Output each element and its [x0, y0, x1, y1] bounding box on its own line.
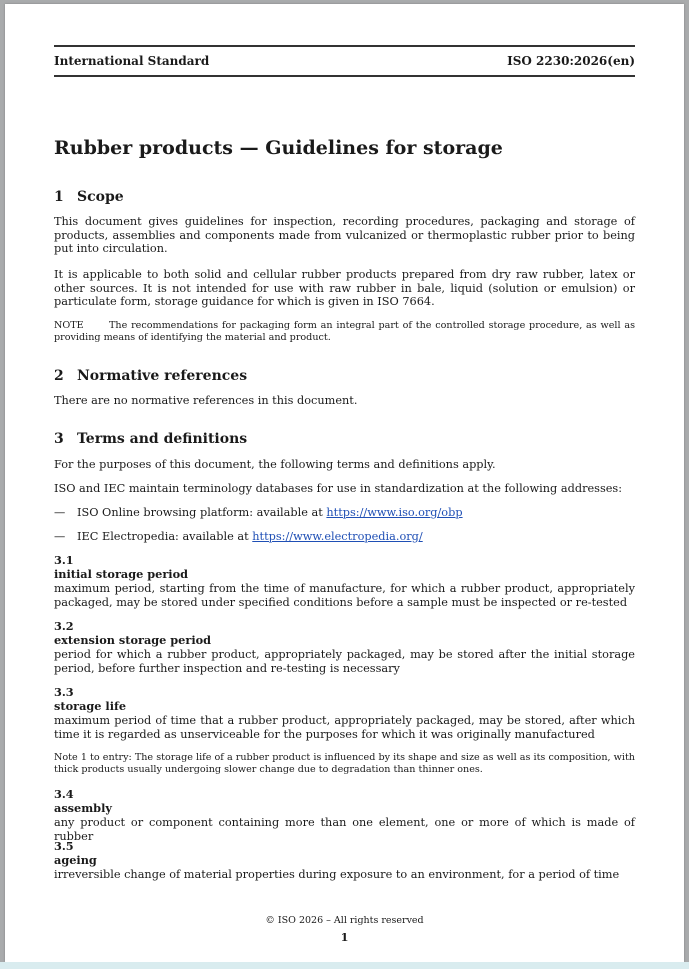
- term-name: storage life: [54, 699, 127, 713]
- viewer-bottom-strip: [0, 962, 689, 969]
- list-item-text: IEC Electropedia: available at: [77, 530, 253, 543]
- terms-paragraph-2: ISO and IEC maintain terminology databases for use in standardization at the following addresses:: [54, 482, 623, 495]
- document-title: Rubber products — Guidelines for storage: [54, 137, 503, 159]
- term-number: 3.4: [54, 787, 74, 801]
- term-note: Note 1 to entry: The storage life of a rubber product is influenced by its shape and size as well as its composition, with thick products usually undergoing slower change due to degradation than thinner ones.: [54, 752, 635, 775]
- header-document-type: International Standard: [54, 54, 210, 68]
- footer-copyright: © ISO 2026 – All rights reserved: [265, 915, 424, 926]
- scope-paragraph-2: It is applicable to both solid and cellular rubber products prepared from dry raw rubber, latex or other sources. It is not intended for use with raw rubber in bale, liquid (solution or emulsion) or particulate form, storage guidance for which is given in ISO 7664.: [54, 268, 635, 309]
- list-item-text: ISO Online browsing platform: available at: [77, 506, 327, 519]
- list-dash: —: [54, 530, 66, 543]
- page-number: 1: [340, 930, 349, 944]
- term-number: 3.1: [54, 553, 74, 567]
- section-heading-normative-references: [54, 367, 247, 385]
- scope-note: [54, 320, 635, 344]
- header-standard-number: ISO 2230:2026(en): [507, 54, 635, 68]
- electropedia-link[interactable]: https://www.electropedia.org/: [252, 530, 423, 543]
- term-definition: maximum period, starting from the time of manufacture, for which a rubber product, appropriately packaged, may be stored under specified conditions before a sample must be inspected or re-tested: [54, 582, 635, 609]
- list-dash: —: [54, 506, 66, 519]
- note-text: The recommendations for packaging form an integral part of the controlled storage procedure, as well as providing means of identifying the material and product.: [54, 320, 635, 343]
- term-number: 3.3: [54, 685, 74, 699]
- iso-obp-link[interactable]: https://www.iso.org/obp: [326, 506, 463, 519]
- section-number: 1: [54, 189, 64, 205]
- section-number: 2: [54, 368, 64, 384]
- header-rule-bottom: [54, 75, 635, 77]
- term-name: assembly: [54, 801, 112, 815]
- document-page: [5, 4, 684, 962]
- term-name: ageing: [54, 853, 97, 867]
- section-heading-scope: [54, 188, 124, 206]
- section-title: Normative references: [77, 368, 248, 384]
- section-number: 3: [54, 431, 64, 447]
- list-item-iso-obp: [54, 506, 463, 520]
- scope-paragraph-1: This document gives guidelines for inspection, recording procedures, packaging and storage of products, assemblies and components made from vulcanized or thermoplastic rubber prior to being put into circulation.: [54, 215, 635, 256]
- term-name: extension storage period: [54, 633, 212, 647]
- term-definition: period for which a rubber product, appropriately packaged, may be stored after the initial storage period, before further inspection and re-testing is necessary: [54, 648, 635, 675]
- term-definition: irreversible change of material properties during exposure to an environment, for a period of time: [54, 868, 620, 881]
- note-label: NOTE: [54, 320, 84, 331]
- section-title: Terms and definitions: [77, 431, 248, 447]
- header-rule-top: [54, 45, 635, 47]
- term-definition: maximum period of time that a rubber product, appropriately packaged, may be stored, after which time it is regarded as unserviceable for the purposes for which it was originally manufactured: [54, 714, 635, 741]
- terms-paragraph-1: For the purposes of this document, the following terms and definitions apply.: [54, 458, 496, 471]
- section-heading-terms: [54, 430, 247, 448]
- term-number: 3.2: [54, 619, 74, 633]
- list-item-electropedia: [54, 530, 423, 544]
- section-title: Scope: [77, 189, 124, 205]
- term-name: initial storage period: [54, 567, 189, 581]
- term-number: 3.5: [54, 839, 74, 853]
- term-definition: any product or component containing more than one element, one or more of which is made of rubber: [54, 816, 635, 843]
- normative-paragraph: There are no normative references in this document.: [54, 394, 358, 407]
